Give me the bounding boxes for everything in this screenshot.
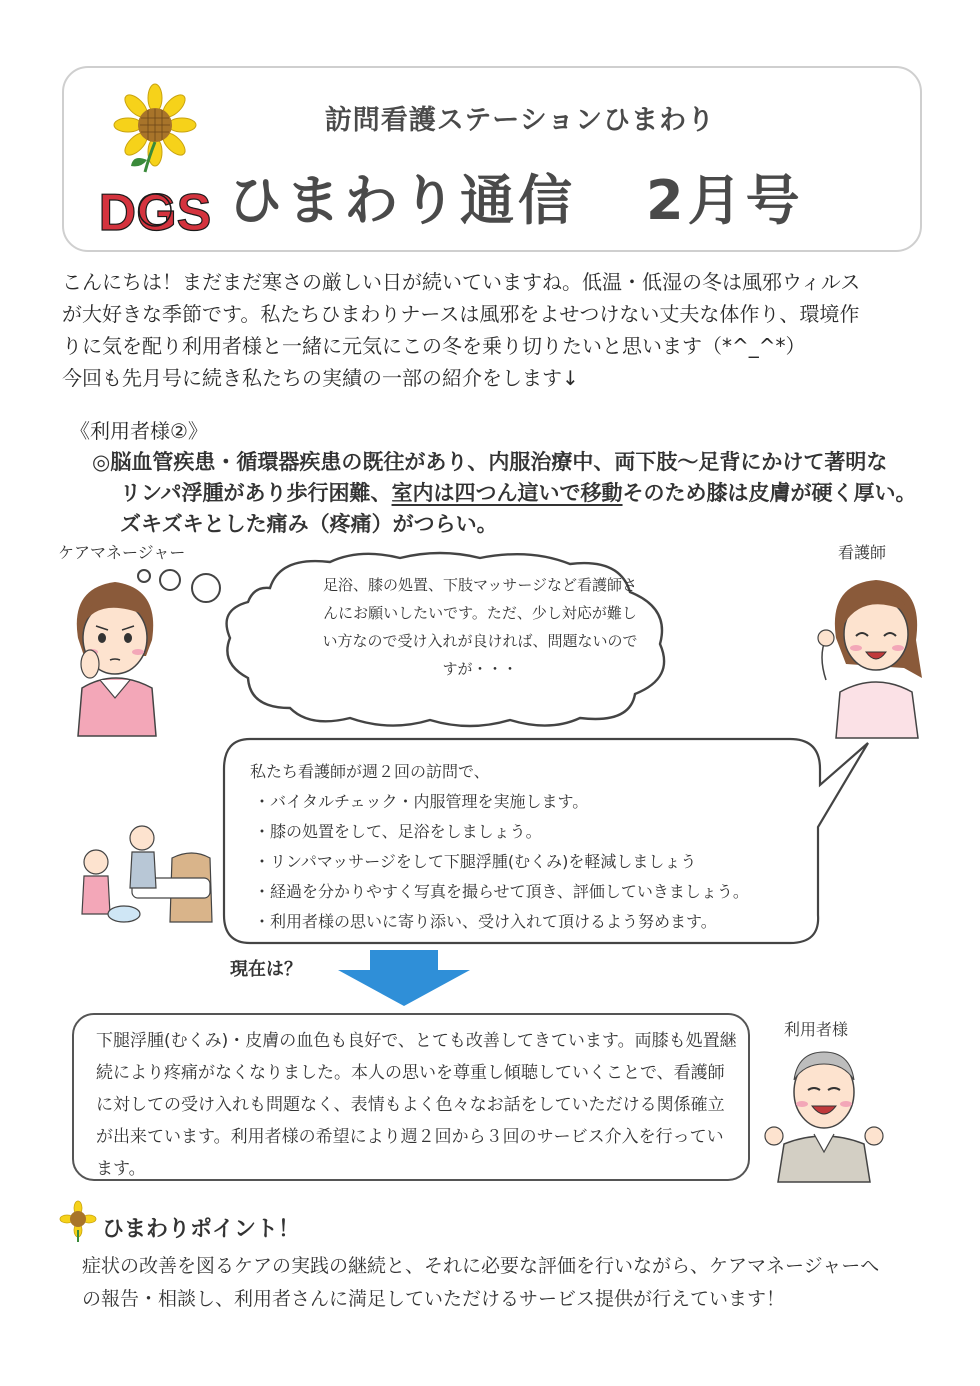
care-manager-bubble-text — [300, 571, 660, 683]
care-manager-label: ケアマネージャー — [58, 543, 186, 562]
point-line: の報告・相談し、利用者さんに満足していただけるサービス提供が行えています！ — [82, 1288, 786, 1310]
sunflower-icon — [114, 84, 196, 172]
point-text — [82, 1250, 932, 1316]
point-title: ひまわりポイント！ — [102, 1217, 301, 1242]
newsletter-title — [228, 158, 804, 235]
nurse-bubble-item: ・経過を分かりやすく写真を撮らせて頂き、評価していきましょう。 — [254, 882, 749, 901]
foot-bath-illustration — [72, 818, 222, 930]
care-manager-illustration — [60, 568, 170, 736]
case-description — [92, 447, 952, 540]
nurse-bubble-text — [250, 757, 790, 937]
case-line — [92, 478, 952, 509]
case-line: ズキズキとした痛み（疼痛）がつらい。 — [120, 512, 498, 536]
intro-paragraph — [62, 266, 932, 394]
nurse-label: 看護師 — [838, 543, 887, 562]
user-illustration — [764, 1040, 884, 1182]
title-text: ひまわり通信 — [228, 169, 576, 232]
nurse-bubble-item: ・リンパマッサージをして下腿浮腫(むくみ)を軽減しましょう — [254, 852, 697, 871]
intro-line: こんにちは！まだまだ寒さの厳しい日が続いていますね。低温・低湿の冬は風邪ウィルス — [62, 270, 861, 294]
bubble-line: んにお願いしたいです。ただ、少し対応が難し — [323, 604, 637, 622]
now-label: 現在は？ — [230, 959, 302, 980]
organization-name: 訪問看護ステーションひまわり — [324, 105, 716, 136]
sunflower-logo — [98, 82, 212, 242]
nurse-bubble-item: ・膝の処置をして、足浴をしましょう。 — [254, 822, 542, 841]
down-arrow-icon — [336, 948, 472, 1008]
point-line: 症状の改善を図るケアの実践の継続と、それに必要な評価を行いながら、ケアマネージャーへ — [82, 1255, 880, 1277]
intro-line: りに気を配り利用者様と一緒に元気にこの冬を乗り切りたいと思います（*^_^*） — [62, 334, 806, 358]
bubble-line: い方なので受け入れが良ければ、問題ないので — [322, 632, 638, 650]
intro-line: 今回も先月号に続き私たちの実績の一部の紹介をします↓ — [62, 366, 579, 390]
case-underlined-text: 室内は四つん這いで移動 — [391, 481, 623, 505]
nurse-bubble-intro: 私たち看護師が週２回の訪問で、 — [250, 762, 490, 781]
result-text: 下腿浮腫(むくみ)・皮膚の血色も良好で、とても改善してきています。両膝も処置継続により疼痛がなくなりました。本人の思いを尊重し傾聴していくことで、看護師に対しての受け入れも問題なく、表情もよく色々なお話をしていただける関係確立が出来ています。利用者様の希望により週２回から３回のサービス介入を行っています。 — [96, 1031, 737, 1179]
bubble-line: 足浴、膝の処置、下肢マッサージなど看護師さ — [322, 576, 638, 594]
user-label: 利用者様 — [784, 1020, 849, 1039]
intro-line: が大好きな季節です。私たちひまわりナースは風邪をよせつけない丈夫な体作り、環境作 — [62, 302, 860, 326]
bubble-line: すが・・・ — [442, 660, 518, 678]
nurse-bubble-item: ・バイタルチェック・内服管理を実施します。 — [254, 792, 589, 811]
nurse-bubble-item: ・利用者様の思いに寄り添い、受け入れて頂けるよう努めます。 — [254, 912, 717, 931]
case-text: そのため膝は皮膚が硬く厚い。 — [622, 481, 917, 505]
logo-letters: DGS — [98, 184, 212, 242]
case-label: 《利用者様②》 — [70, 419, 208, 443]
case-line: ◎脳血管疾患・循環器疾患の既往があり、内服治療中、両下肢～足背にかけて著明な — [92, 450, 888, 474]
nurse-illustration — [812, 568, 932, 738]
small-sunflower-icon — [58, 1200, 98, 1242]
issue-month: 2月号 — [646, 169, 804, 232]
case-text: リンパ浮腫があり歩行困難、 — [120, 481, 392, 505]
